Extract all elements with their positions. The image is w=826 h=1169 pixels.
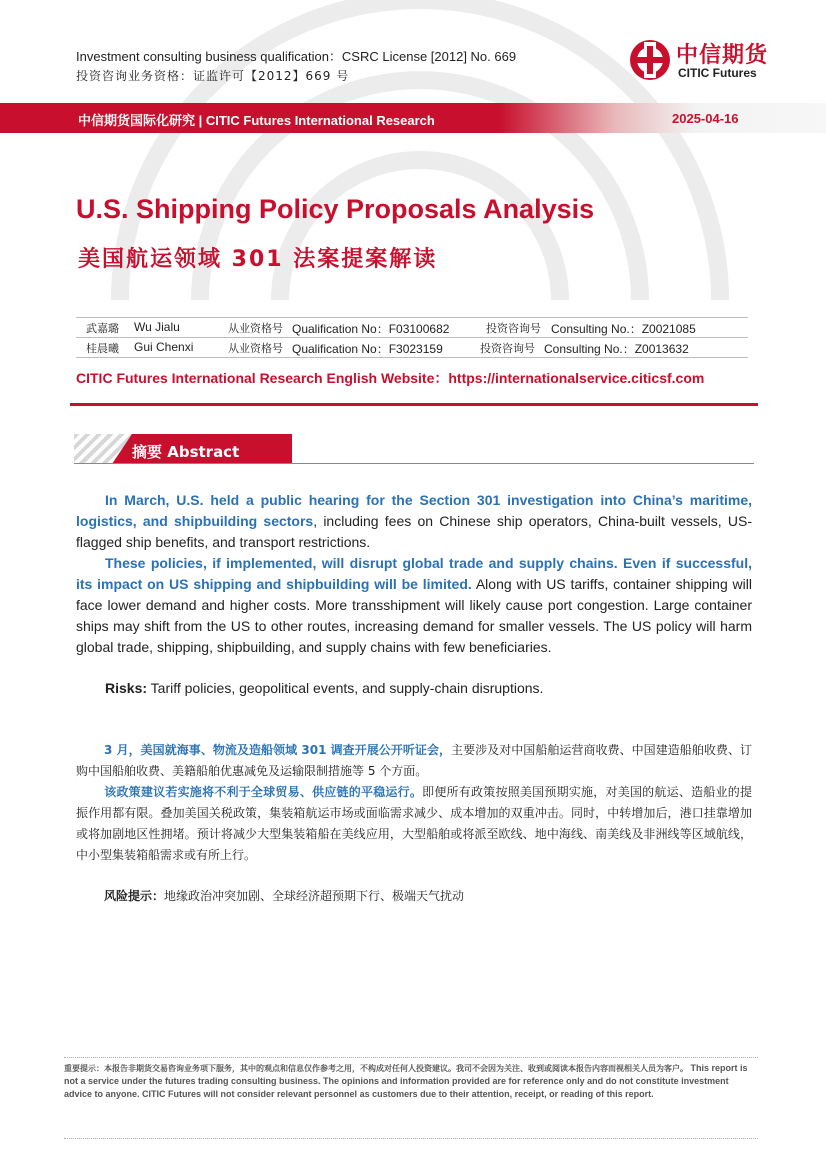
author-name-cn: 桂晨曦 <box>86 342 119 355</box>
abstract-cn-p1-text: 主要涉及对中国船舶运营商收费、中国建造船舶收费、订购中国船舶收费、美籍船舶优惠减免及运输限制措施等 5 个方面。 <box>76 743 752 778</box>
author-rule-bottom <box>76 357 748 358</box>
author-name-en: Wu Jialu <box>134 320 180 334</box>
consulting-no: Consulting No.：Z0013632 <box>544 342 689 356</box>
abstract-p1-highlight: In March, U.S. held a public hearing for the Section 301 investigation into China’s maritime, logistics, and shipbuilding sectors <box>76 492 752 529</box>
qualification-en: Investment consulting business qualification：CSRC License [2012] No. 669 <box>76 49 517 64</box>
qualification-cn: 投资咨询业务资格：证监许可【2012】669 号 <box>76 69 350 83</box>
cn-risks-label: 风险提示： <box>104 889 165 903</box>
abstract-cn-p2-highlight: 该政策建议若实施将不利于全球贸易、供应链的平稳运行。 <box>104 785 423 799</box>
abstract-cn-p1-highlight: 3 月，美国就海事、物流及造船领域 301 调查开展公开听证会， <box>104 743 452 757</box>
disclaimer-cn: 重要提示：本报告非期货交易咨询业务项下服务，其中的观点和信息仅作参考之用，不构成对任何人投资建议。我司不会因为关注、收到或阅读本报告内容而视相关人员为客户。 <box>64 1064 688 1073</box>
abstract-cn-p2-text: 即便所有政策按照美国预期实施，对美国的航运、造船业的提振作用都有限。叠加美国关税政策，集装箱航运市场或面临需求减少、成本增加的双重冲击。同时，中转增加后，港口挂靠增加或将加剧地区性拥堵。预计将减少大型集装箱船在美线应用，大型船舶或将派至欧线、地中海线、南美线及非洲线等区域航线，中小型集装箱船需求或有所上行。 <box>76 785 752 862</box>
abstract-paragraph-2 <box>76 553 752 658</box>
qualification-no: Qualification No：F3023159 <box>292 342 443 356</box>
logo-text-cn: 中信期货 <box>676 43 769 68</box>
abstract-rule <box>74 463 754 464</box>
consulting-label-cn: 投资咨询号 <box>480 342 535 355</box>
disclaimer-text <box>64 1062 758 1101</box>
abstract-heading <box>74 434 292 464</box>
disclaimer-en: This report is not a service under the futures trading consulting business. The opinions and information provided are for reference only and do not constitute investment advice to anyone. CITIC Futures will not consider relevant personnel as customers due to their attention, receipt, or reading of this report. <box>64 1063 748 1099</box>
abstract-paragraph-1 <box>76 490 752 553</box>
title-en: U.S. Shipping Policy Proposals Analysis <box>76 194 595 224</box>
citic-logo-icon <box>628 38 672 82</box>
abstract-p2-highlight: These policies, if implemented, will disrupt global trade and supply chains. Even if successful, its impact on US shipping and shipbuilding will be limited. <box>76 555 752 592</box>
author-name-cn: 武嘉璐 <box>86 322 119 335</box>
qualification-label-cn: 从业资格号 <box>228 342 283 355</box>
consulting-no: Consulting No.：Z0021085 <box>551 322 696 336</box>
disclaimer <box>64 1057 758 1139</box>
qualification-label-cn: 从业资格号 <box>228 322 283 335</box>
risks-text: Tariff policies, geopolitical events, and supply-chain disruptions. <box>147 680 544 696</box>
logo-text-en: CITIC Futures <box>678 66 757 80</box>
report-date: 2025-04-16 <box>672 111 739 126</box>
cn-risks-text: 地缘政治冲突加剧、全球经济超预期下行、极端天气扰动 <box>164 889 465 903</box>
abstract-heading-label: 摘要 Abstract <box>132 443 240 461</box>
abstract-risks <box>76 678 752 699</box>
author-row <box>76 338 748 357</box>
consulting-label-cn: 投资咨询号 <box>486 322 541 335</box>
abstract-cn-risks <box>76 886 752 907</box>
author-row <box>76 318 748 337</box>
title-cn: 美国航运领域 301 法案提案解读 <box>78 247 438 272</box>
website-link[interactable]: CITIC Futures International Research English Website：https://internationalservice.citicsf.com <box>76 370 705 386</box>
citic-futures-logo <box>628 36 778 84</box>
section-divider <box>70 403 758 406</box>
header-band <box>0 103 826 133</box>
risks-label: Risks: <box>105 680 148 696</box>
author-name-en: Gui Chenxi <box>134 340 194 354</box>
abstract-cn-paragraph-2 <box>76 782 752 866</box>
abstract-p1-text: , including fees on Chinese ship operators, China-built vessels, US-flagged ship benefits, and transport restrictions. <box>76 513 752 550</box>
abstract-cn-paragraph-1 <box>76 740 752 782</box>
research-label: 中信期货国际化研究 | CITIC Futures International Research <box>78 113 435 128</box>
abstract-p2-text: Along with US tariffs, container shipping will face lower demand and higher costs. More transshipment will likely cause port congestion. Large container ships may shift from the US to other routes, increasing demand for smaller vessels. The US policy will harm global trade, shipping, shipbuilding, and supply chains with few beneficiaries. <box>76 576 752 655</box>
qualification-no: Qualification No：F03100682 <box>292 322 450 336</box>
